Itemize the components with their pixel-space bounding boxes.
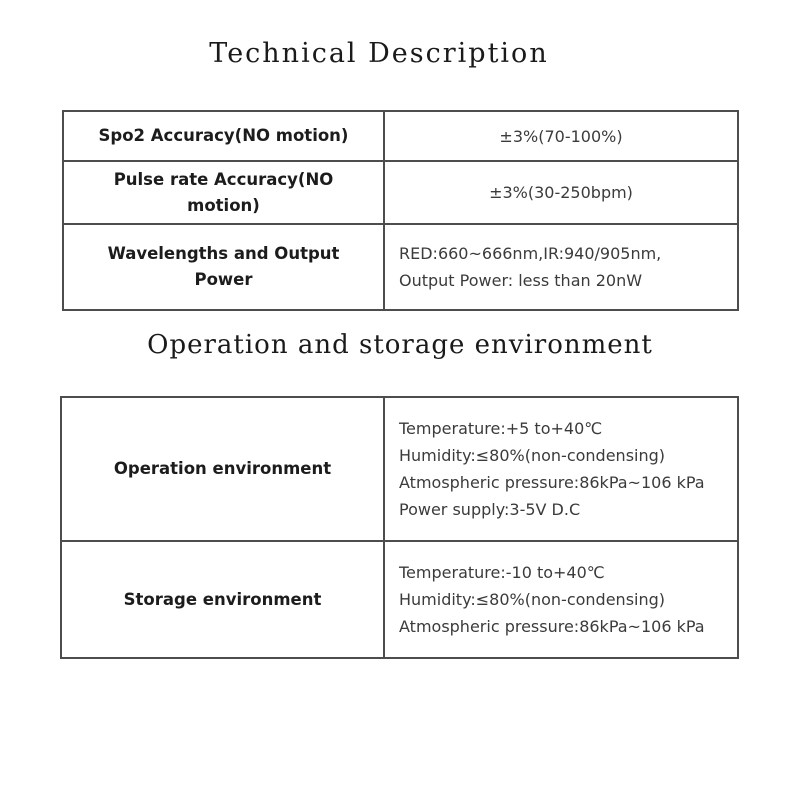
value-line: Power supply:3-5V D.C [399,500,581,519]
spec-label-operation-environment: Operation environment [61,397,384,541]
spec-label-storage-environment: Storage environment [61,541,384,658]
table-row [63,111,738,161]
spec-label-pulse-rate-accuracy: Pulse rate Accuracy(NO motion) [63,161,384,224]
value-line: Temperature:+5 to+40℃ [399,419,603,438]
value-line: Temperature:-10 to+40℃ [399,563,605,582]
value-line: Humidity:≤80%(non-condensing) [399,590,666,609]
spec-value-operation-environment [384,397,738,541]
value-line: Output Power: less than 20nW [399,271,643,290]
table-row [61,541,738,658]
spec-value-wavelengths-output-power [384,224,738,310]
operation-storage-environment-title: Operation and storage environment [147,330,653,360]
spec-value-spo2-accuracy: ±3%(70-100%) [384,111,738,161]
spec-label-spo2-accuracy: Spo2 Accuracy(NO motion) [63,111,384,161]
table-row [63,224,738,310]
spec-label-wavelengths-output-power: Wavelengths and Output Power [63,224,384,310]
value-line: Atmospheric pressure:86kPa~106 kPa [399,473,705,492]
value-line: RED:660~666nm,IR:940/905nm, [399,244,662,263]
spec-value-storage-environment [384,541,738,658]
spec-value-pulse-rate-accuracy: ±3%(30-250bpm) [384,161,738,224]
table-row [63,161,738,224]
value-line: Humidity:≤80%(non-condensing) [399,446,666,465]
technical-description-table [62,110,739,311]
environment-table [60,396,739,659]
technical-description-title: Technical Description [209,38,549,69]
value-line: Atmospheric pressure:86kPa~106 kPa [399,617,705,636]
table-row [61,397,738,541]
